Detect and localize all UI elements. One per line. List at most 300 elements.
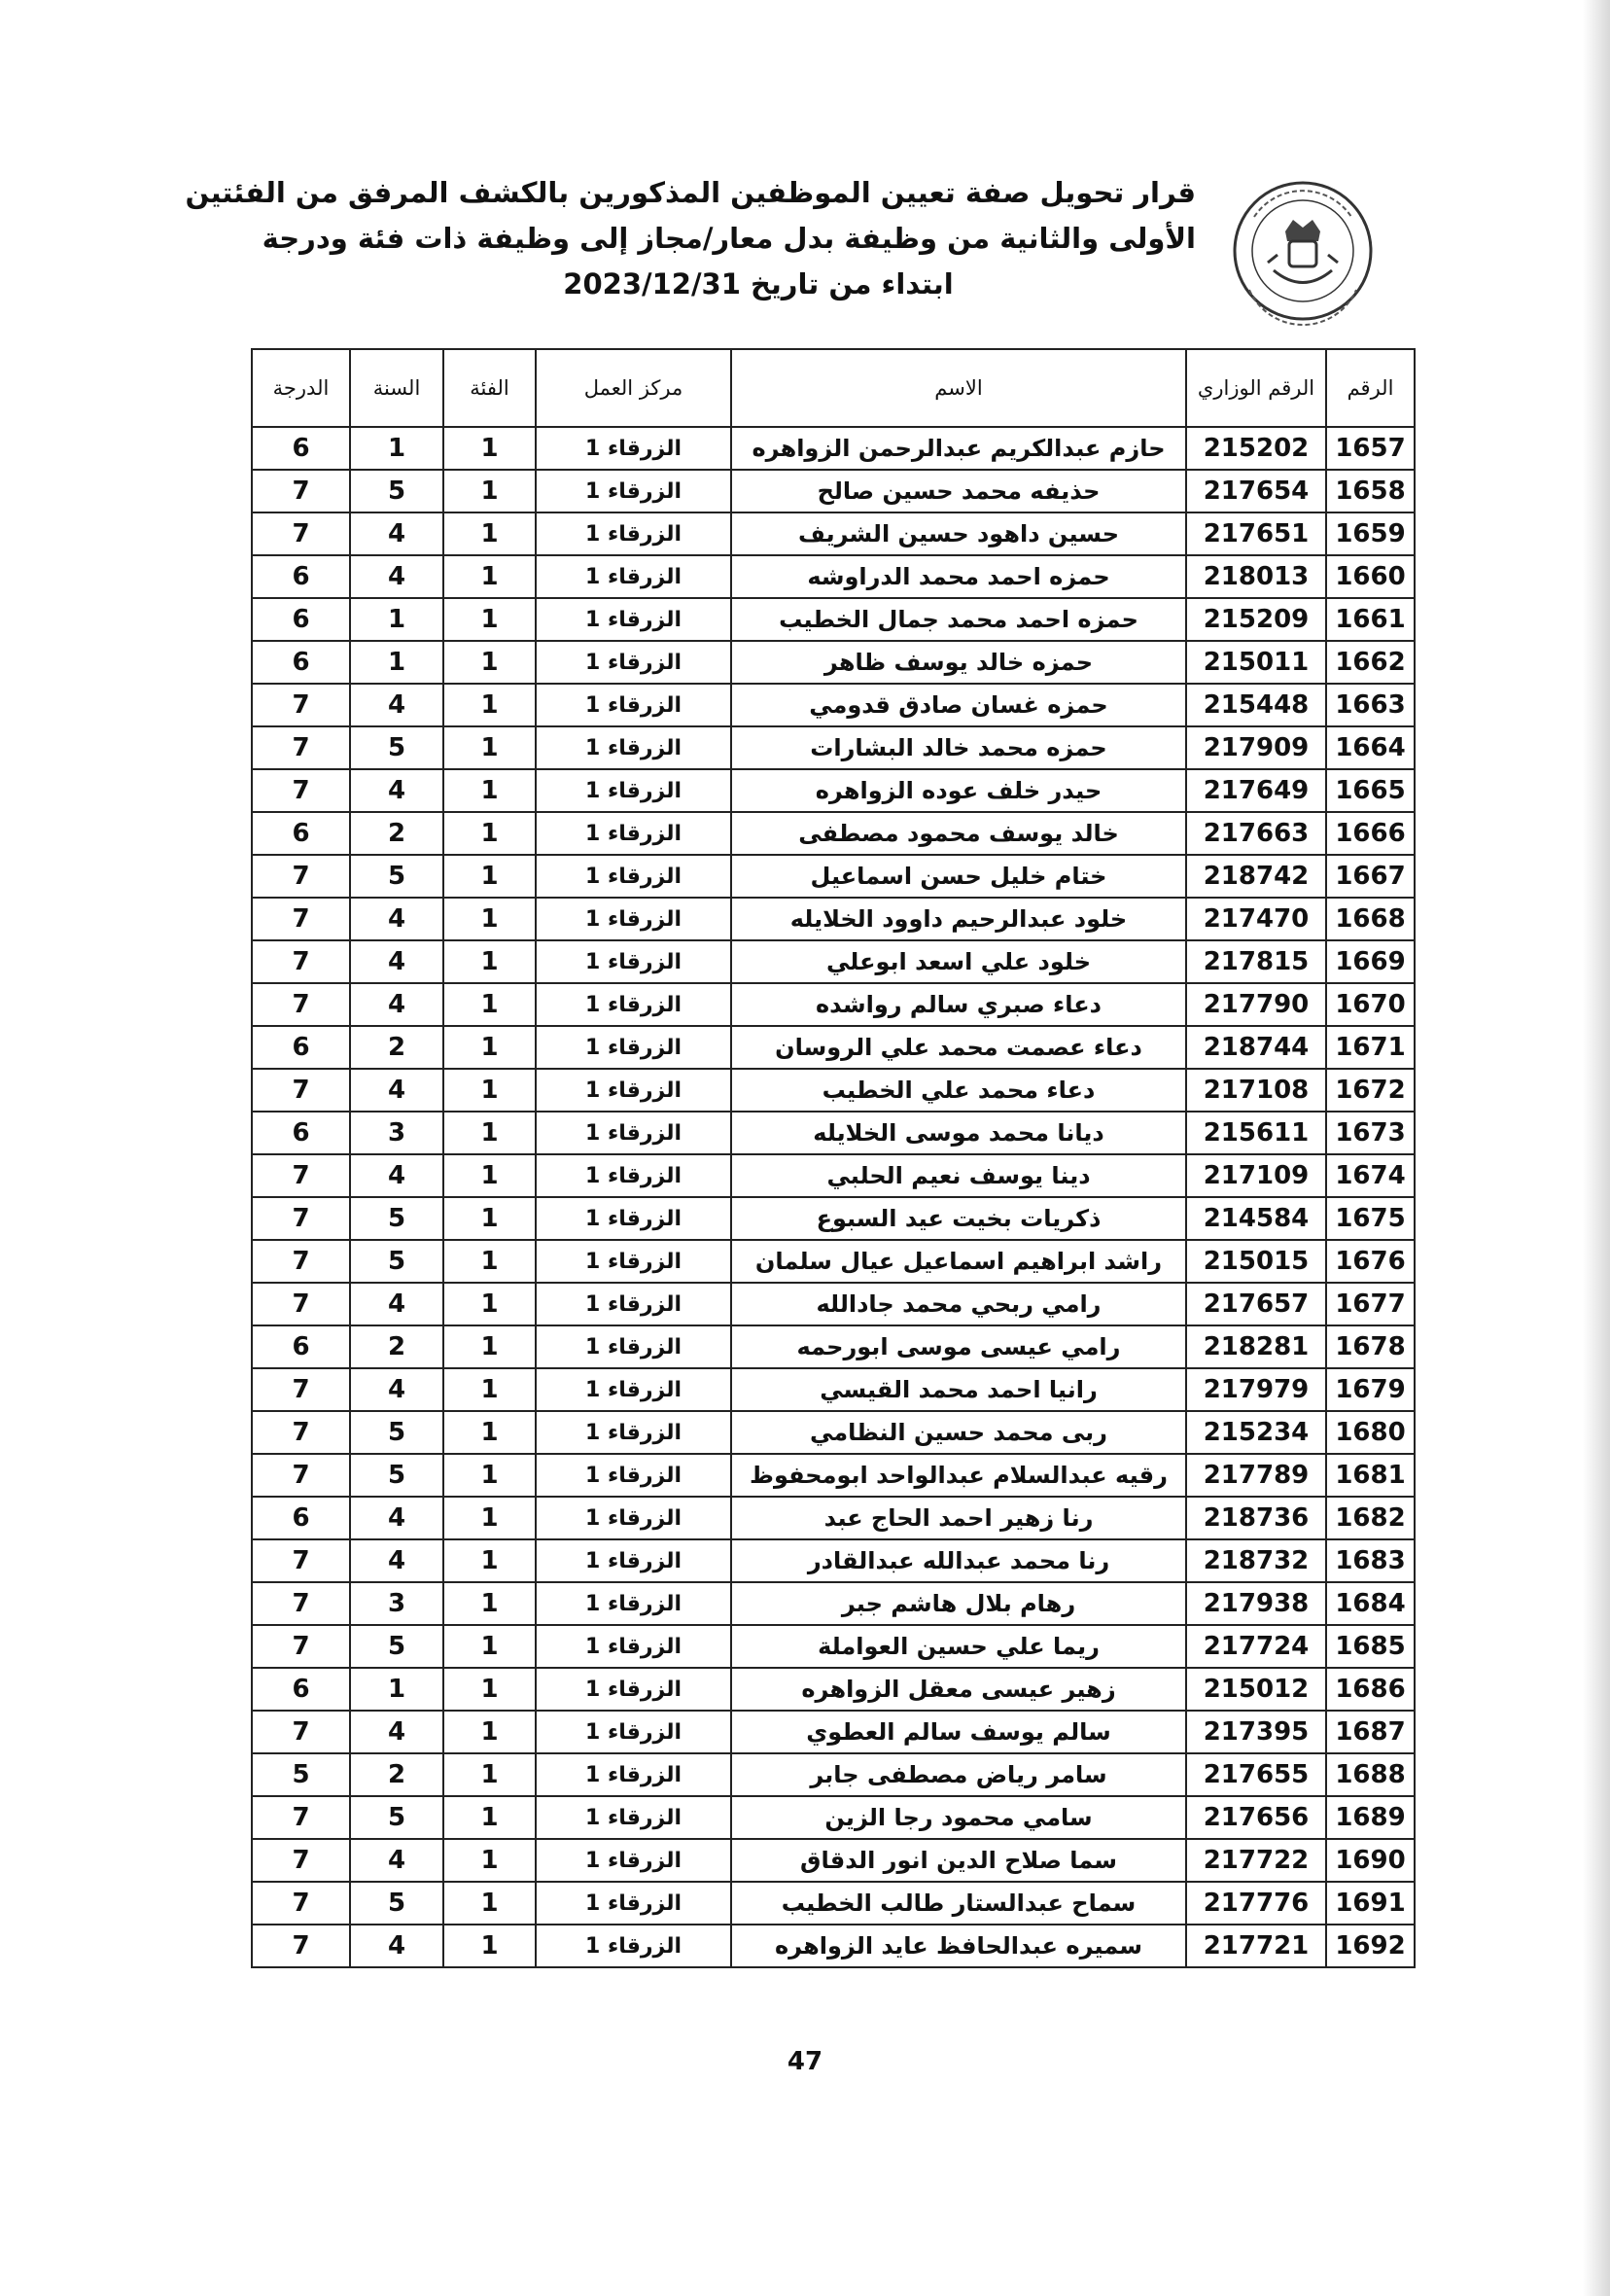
cell-ministry-number: 217109: [1186, 1154, 1326, 1197]
cell-grade: 7: [252, 1283, 350, 1325]
cell-work-center: الزرقاء 1: [536, 1497, 731, 1539]
cell-serial: 1680: [1326, 1411, 1415, 1454]
cell-work-center: الزرقاء 1: [536, 1026, 731, 1069]
cell-serial: 1660: [1326, 555, 1415, 598]
cell-work-center: الزرقاء 1: [536, 769, 731, 812]
cell-category: 1: [443, 726, 536, 769]
cell-ministry-number: 217470: [1186, 898, 1326, 940]
cell-work-center: الزرقاء 1: [536, 1325, 731, 1368]
cell-serial: 1677: [1326, 1283, 1415, 1325]
cell-grade: 6: [252, 1325, 350, 1368]
cell-work-center: الزرقاء 1: [536, 898, 731, 940]
cell-name: سالم يوسف سالم العطوي: [731, 1711, 1186, 1753]
cell-name: رانيا احمد محمد القيسي: [731, 1368, 1186, 1411]
cell-name: حيدر خلف عوده الزواهره: [731, 769, 1186, 812]
cell-ministry-number: 215202: [1186, 427, 1326, 470]
cell-name: حمزه محمد خالد البشارات: [731, 726, 1186, 769]
cell-work-center: الزرقاء 1: [536, 1925, 731, 1967]
cell-ministry-number: 218732: [1186, 1539, 1326, 1582]
cell-category: 1: [443, 983, 536, 1026]
cell-ministry-number: 217938: [1186, 1582, 1326, 1625]
header-ministry-number: الرقم الوزاري: [1186, 349, 1326, 427]
cell-name: حمزه خالد يوسف ظاهر: [731, 641, 1186, 684]
cell-name: حسين داهود حسين الشريف: [731, 512, 1186, 555]
cell-grade: 7: [252, 1154, 350, 1197]
cell-serial: 1663: [1326, 684, 1415, 726]
cell-name: سما صلاح الدين انور الدقاق: [731, 1839, 1186, 1882]
cell-year: 5: [350, 1411, 443, 1454]
cell-category: 1: [443, 1925, 536, 1967]
table-row: [252, 769, 1415, 812]
cell-year: 1: [350, 1668, 443, 1711]
cell-year: 5: [350, 1454, 443, 1497]
header-grade: الدرجة: [252, 349, 350, 427]
cell-ministry-number: 217108: [1186, 1069, 1326, 1112]
cell-category: 1: [443, 1668, 536, 1711]
table-row: [252, 598, 1415, 641]
table-row: [252, 812, 1415, 855]
cell-grade: 7: [252, 684, 350, 726]
cell-name: حمزه غسان صادق قدومي: [731, 684, 1186, 726]
cell-year: 2: [350, 1325, 443, 1368]
cell-year: 5: [350, 1240, 443, 1283]
cell-work-center: الزرقاء 1: [536, 1112, 731, 1154]
cell-category: 1: [443, 1325, 536, 1368]
cell-category: 1: [443, 1796, 536, 1839]
page-number: 47: [787, 2047, 823, 2076]
cell-ministry-number: 217909: [1186, 726, 1326, 769]
cell-name: حذيفه محمد حسين صالح: [731, 470, 1186, 512]
table-row: [252, 1753, 1415, 1796]
cell-ministry-number: 217651: [1186, 512, 1326, 555]
table-row: [252, 1197, 1415, 1240]
cell-year: 4: [350, 1711, 443, 1753]
cell-work-center: الزرقاء 1: [536, 1197, 731, 1240]
cell-work-center: الزرقاء 1: [536, 555, 731, 598]
table-row: [252, 684, 1415, 726]
table-row: [252, 898, 1415, 940]
cell-serial: 1674: [1326, 1154, 1415, 1197]
cell-name: ذكريات بخيت عيد السبوع: [731, 1197, 1186, 1240]
cell-serial: 1690: [1326, 1839, 1415, 1882]
cell-category: 1: [443, 1197, 536, 1240]
cell-name: رنا زهير احمد الحاج عبد: [731, 1497, 1186, 1539]
cell-work-center: الزرقاء 1: [536, 427, 731, 470]
cell-work-center: الزرقاء 1: [536, 1796, 731, 1839]
cell-name: ريما علي حسين العواملة: [731, 1625, 1186, 1668]
cell-ministry-number: 217776: [1186, 1882, 1326, 1925]
cell-year: 4: [350, 684, 443, 726]
cell-year: 2: [350, 1753, 443, 1796]
cell-grade: 6: [252, 427, 350, 470]
cell-year: 1: [350, 598, 443, 641]
cell-ministry-number: 214584: [1186, 1197, 1326, 1240]
cell-year: 5: [350, 1625, 443, 1668]
cell-work-center: الزرقاء 1: [536, 1411, 731, 1454]
cell-year: 5: [350, 1882, 443, 1925]
cell-ministry-number: 218744: [1186, 1026, 1326, 1069]
cell-ministry-number: 217395: [1186, 1711, 1326, 1753]
cell-work-center: الزرقاء 1: [536, 1069, 731, 1112]
cell-work-center: الزرقاء 1: [536, 598, 731, 641]
cell-category: 1: [443, 1711, 536, 1753]
cell-year: 1: [350, 641, 443, 684]
table-row: [252, 1839, 1415, 1882]
cell-grade: 6: [252, 598, 350, 641]
cell-ministry-number: 218013: [1186, 555, 1326, 598]
cell-category: 1: [443, 641, 536, 684]
cell-serial: 1692: [1326, 1925, 1415, 1967]
cell-name: خلود عبدالرحيم داوود الخلايله: [731, 898, 1186, 940]
cell-year: 5: [350, 1197, 443, 1240]
cell-category: 1: [443, 1154, 536, 1197]
cell-year: 3: [350, 1112, 443, 1154]
cell-name: خالد يوسف محمود مصطفى: [731, 812, 1186, 855]
table-row: [252, 470, 1415, 512]
cell-work-center: الزرقاء 1: [536, 1539, 731, 1582]
header-serial: الرقم: [1326, 349, 1415, 427]
cell-name: ختام خليل حسن اسماعيل: [731, 855, 1186, 898]
header-category: الفئة: [443, 349, 536, 427]
cell-category: 1: [443, 812, 536, 855]
cell-grade: 6: [252, 1497, 350, 1539]
cell-grade: 7: [252, 855, 350, 898]
header-work-center: مركز العمل: [536, 349, 731, 427]
cell-year: 4: [350, 1069, 443, 1112]
cell-category: 1: [443, 1411, 536, 1454]
cell-grade: 7: [252, 470, 350, 512]
cell-category: 1: [443, 1368, 536, 1411]
cell-category: 1: [443, 470, 536, 512]
cell-ministry-number: 215012: [1186, 1668, 1326, 1711]
cell-work-center: الزرقاء 1: [536, 641, 731, 684]
cell-ministry-number: 215611: [1186, 1112, 1326, 1154]
cell-name: سماح عبدالستار طالب الخطيب: [731, 1882, 1186, 1925]
cell-ministry-number: 218742: [1186, 855, 1326, 898]
cell-name: سامر رياض مصطفى جابر: [731, 1753, 1186, 1796]
cell-grade: 7: [252, 1582, 350, 1625]
table-row: [252, 1796, 1415, 1839]
cell-serial: 1685: [1326, 1625, 1415, 1668]
table-row: [252, 555, 1415, 598]
cell-ministry-number: 217979: [1186, 1368, 1326, 1411]
table-row: [252, 1668, 1415, 1711]
header-name: الاسم: [731, 349, 1186, 427]
cell-grade: 7: [252, 1368, 350, 1411]
cell-ministry-number: 217724: [1186, 1625, 1326, 1668]
cell-year: 2: [350, 1026, 443, 1069]
cell-ministry-number: 217721: [1186, 1925, 1326, 1967]
cell-work-center: الزرقاء 1: [536, 1753, 731, 1796]
cell-grade: 7: [252, 1454, 350, 1497]
cell-serial: 1665: [1326, 769, 1415, 812]
cell-serial: 1669: [1326, 940, 1415, 983]
cell-name: رنا محمد عبدالله عبدالقادر: [731, 1539, 1186, 1582]
table-row: [252, 1925, 1415, 1967]
cell-grade: 7: [252, 1882, 350, 1925]
cell-category: 1: [443, 1112, 536, 1154]
cell-work-center: الزرقاء 1: [536, 1839, 731, 1882]
table-row: [252, 427, 1415, 470]
table-row: [252, 512, 1415, 555]
cell-ministry-number: 218736: [1186, 1497, 1326, 1539]
cell-category: 1: [443, 427, 536, 470]
cell-work-center: الزرقاء 1: [536, 855, 731, 898]
table-header-row: [252, 349, 1415, 427]
cell-serial: 1666: [1326, 812, 1415, 855]
cell-name: حمزه احمد محمد جمال الخطيب: [731, 598, 1186, 641]
table-row: [252, 641, 1415, 684]
cell-grade: 7: [252, 769, 350, 812]
cell-category: 1: [443, 1839, 536, 1882]
cell-name: رهام بلال هاشم جبر: [731, 1582, 1186, 1625]
cell-category: 1: [443, 769, 536, 812]
cell-ministry-number: 217655: [1186, 1753, 1326, 1796]
cell-serial: 1659: [1326, 512, 1415, 555]
cell-serial: 1682: [1326, 1497, 1415, 1539]
cell-grade: 7: [252, 1796, 350, 1839]
table-row: [252, 1539, 1415, 1582]
cell-grade: 6: [252, 1112, 350, 1154]
table-row: [252, 1240, 1415, 1283]
cell-category: 1: [443, 1753, 536, 1796]
table-row: [252, 940, 1415, 983]
cell-serial: 1678: [1326, 1325, 1415, 1368]
cell-category: 1: [443, 898, 536, 940]
cell-name: سميره عبدالحافظ عايد الزواهره: [731, 1925, 1186, 1967]
cell-name: سامي محمود رجا الزين: [731, 1796, 1186, 1839]
cell-grade: 7: [252, 1411, 350, 1454]
cell-category: 1: [443, 940, 536, 983]
cell-year: 5: [350, 470, 443, 512]
cell-work-center: الزرقاء 1: [536, 1625, 731, 1668]
cell-work-center: الزرقاء 1: [536, 1283, 731, 1325]
cell-year: 4: [350, 512, 443, 555]
staff-table: [251, 348, 1416, 1968]
table-row: [252, 1711, 1415, 1753]
cell-ministry-number: 217656: [1186, 1796, 1326, 1839]
cell-year: 4: [350, 769, 443, 812]
cell-year: 4: [350, 1539, 443, 1582]
cell-name: حازم عبدالكريم عبدالرحمن الزواهره: [731, 427, 1186, 470]
cell-grade: 6: [252, 641, 350, 684]
cell-year: 4: [350, 1368, 443, 1411]
cell-name: راشد ابراهيم اسماعيل عيال سلمان: [731, 1240, 1186, 1283]
cell-work-center: الزرقاء 1: [536, 983, 731, 1026]
table-row: [252, 1368, 1415, 1411]
cell-serial: 1686: [1326, 1668, 1415, 1711]
cell-ministry-number: 217790: [1186, 983, 1326, 1026]
cell-ministry-number: 217663: [1186, 812, 1326, 855]
cell-year: 1: [350, 427, 443, 470]
table-row: [252, 1026, 1415, 1069]
title-line-2: الأولى والثانية من وظيفة بدل معار/مجاز إلى وظيفة ذات فئة ودرجة: [262, 222, 1196, 255]
cell-year: 5: [350, 1796, 443, 1839]
cell-grade: 7: [252, 1240, 350, 1283]
cell-year: 4: [350, 1154, 443, 1197]
cell-category: 1: [443, 598, 536, 641]
cell-ministry-number: 217657: [1186, 1283, 1326, 1325]
cell-year: 4: [350, 898, 443, 940]
cell-grade: 7: [252, 1539, 350, 1582]
cell-category: 1: [443, 555, 536, 598]
cell-serial: 1683: [1326, 1539, 1415, 1582]
cell-grade: 7: [252, 983, 350, 1026]
document-title: [185, 170, 1196, 307]
cell-serial: 1657: [1326, 427, 1415, 470]
cell-grade: 6: [252, 812, 350, 855]
cell-name: رقيه عبدالسلام عبدالواحد ابومحفوظ: [731, 1454, 1186, 1497]
cell-category: 1: [443, 1069, 536, 1112]
cell-category: 1: [443, 1582, 536, 1625]
cell-grade: 7: [252, 726, 350, 769]
cell-serial: 1667: [1326, 855, 1415, 898]
cell-ministry-number: 215015: [1186, 1240, 1326, 1283]
cell-grade: 7: [252, 1839, 350, 1882]
cell-name: دعاء عصمت محمد علي الروسان: [731, 1026, 1186, 1069]
cell-year: 4: [350, 940, 443, 983]
cell-name: حمزه احمد محمد الدراوشه: [731, 555, 1186, 598]
cell-grade: 7: [252, 1625, 350, 1668]
cell-ministry-number: 215448: [1186, 684, 1326, 726]
header-year: السنة: [350, 349, 443, 427]
cell-year: 5: [350, 855, 443, 898]
cell-ministry-number: 217649: [1186, 769, 1326, 812]
cell-work-center: الزرقاء 1: [536, 1154, 731, 1197]
cell-work-center: الزرقاء 1: [536, 512, 731, 555]
table-row: [252, 1497, 1415, 1539]
cell-work-center: الزرقاء 1: [536, 1711, 731, 1753]
cell-grade: 7: [252, 898, 350, 940]
cell-year: 3: [350, 1582, 443, 1625]
emblem-icon: [1206, 173, 1400, 329]
cell-year: 4: [350, 555, 443, 598]
cell-category: 1: [443, 1882, 536, 1925]
table-row: [252, 1582, 1415, 1625]
cell-name: زهير عيسى معقل الزواهره: [731, 1668, 1186, 1711]
cell-ministry-number: 215209: [1186, 598, 1326, 641]
title-line-1: قرار تحويل صفة تعيين الموظفين المذكورين بالكشف المرفق من الفئتين: [185, 176, 1196, 209]
cell-name: دعاء صبري سالم رواشده: [731, 983, 1186, 1026]
cell-work-center: الزرقاء 1: [536, 1240, 731, 1283]
cell-category: 1: [443, 684, 536, 726]
cell-grade: 6: [252, 1668, 350, 1711]
table-body: [252, 427, 1415, 1967]
table-row: [252, 1283, 1415, 1325]
cell-work-center: الزرقاء 1: [536, 470, 731, 512]
cell-category: 1: [443, 1539, 536, 1582]
cell-category: 1: [443, 1454, 536, 1497]
cell-name: دينا يوسف نعيم الحلبي: [731, 1154, 1186, 1197]
cell-work-center: الزرقاء 1: [536, 1368, 731, 1411]
table-row: [252, 1882, 1415, 1925]
cell-ministry-number: 217789: [1186, 1454, 1326, 1497]
cell-serial: 1658: [1326, 470, 1415, 512]
cell-work-center: الزرقاء 1: [536, 940, 731, 983]
cell-year: 4: [350, 1925, 443, 1967]
cell-serial: 1668: [1326, 898, 1415, 940]
cell-ministry-number: 215011: [1186, 641, 1326, 684]
cell-name: خلود علي اسعد ابوعلي: [731, 940, 1186, 983]
cell-category: 1: [443, 1240, 536, 1283]
cell-work-center: الزرقاء 1: [536, 684, 731, 726]
cell-work-center: الزرقاء 1: [536, 1668, 731, 1711]
cell-name: دعاء محمد علي الخطيب: [731, 1069, 1186, 1112]
cell-grade: 7: [252, 1925, 350, 1967]
cell-work-center: الزرقاء 1: [536, 1454, 731, 1497]
cell-serial: 1662: [1326, 641, 1415, 684]
cell-grade: 7: [252, 512, 350, 555]
table-row: [252, 1625, 1415, 1668]
cell-grade: 7: [252, 1197, 350, 1240]
table-row: [252, 855, 1415, 898]
cell-category: 1: [443, 512, 536, 555]
cell-name: رامي عيسى موسى ابورحمه: [731, 1325, 1186, 1368]
cell-serial: 1681: [1326, 1454, 1415, 1497]
cell-serial: 1675: [1326, 1197, 1415, 1240]
cell-ministry-number: 217815: [1186, 940, 1326, 983]
title-line-3: ابتداء من تاريخ 2023/12/31: [563, 267, 954, 300]
cell-grade: 7: [252, 940, 350, 983]
cell-work-center: الزرقاء 1: [536, 726, 731, 769]
cell-ministry-number: 215234: [1186, 1411, 1326, 1454]
cell-work-center: الزرقاء 1: [536, 1882, 731, 1925]
cell-year: 4: [350, 1283, 443, 1325]
table-row: [252, 1069, 1415, 1112]
page-edge-shadow: [1583, 0, 1610, 2296]
cell-serial: 1672: [1326, 1069, 1415, 1112]
table-row: [252, 1154, 1415, 1197]
cell-serial: 1684: [1326, 1582, 1415, 1625]
cell-serial: 1689: [1326, 1796, 1415, 1839]
cell-serial: 1691: [1326, 1882, 1415, 1925]
cell-work-center: الزرقاء 1: [536, 812, 731, 855]
cell-category: 1: [443, 1497, 536, 1539]
cell-category: 1: [443, 1283, 536, 1325]
table-row: [252, 1325, 1415, 1368]
cell-ministry-number: 217654: [1186, 470, 1326, 512]
cell-serial: 1664: [1326, 726, 1415, 769]
cell-year: 4: [350, 1839, 443, 1882]
cell-serial: 1661: [1326, 598, 1415, 641]
cell-grade: 7: [252, 1711, 350, 1753]
cell-year: 2: [350, 812, 443, 855]
cell-grade: 6: [252, 555, 350, 598]
table-row: [252, 983, 1415, 1026]
cell-work-center: الزرقاء 1: [536, 1582, 731, 1625]
cell-year: 5: [350, 726, 443, 769]
cell-serial: 1688: [1326, 1753, 1415, 1796]
table-row: [252, 1112, 1415, 1154]
cell-serial: 1673: [1326, 1112, 1415, 1154]
cell-serial: 1676: [1326, 1240, 1415, 1283]
cell-year: 4: [350, 1497, 443, 1539]
cell-category: 1: [443, 1625, 536, 1668]
cell-serial: 1679: [1326, 1368, 1415, 1411]
cell-serial: 1671: [1326, 1026, 1415, 1069]
cell-year: 4: [350, 983, 443, 1026]
table-row: [252, 726, 1415, 769]
table-row: [252, 1454, 1415, 1497]
cell-name: ربى محمد حسين النظامي: [731, 1411, 1186, 1454]
cell-name: رامي ربحي محمد جادالله: [731, 1283, 1186, 1325]
cell-category: 1: [443, 855, 536, 898]
cell-serial: 1670: [1326, 983, 1415, 1026]
cell-category: 1: [443, 1026, 536, 1069]
cell-grade: 7: [252, 1069, 350, 1112]
cell-serial: 1687: [1326, 1711, 1415, 1753]
cell-ministry-number: 218281: [1186, 1325, 1326, 1368]
